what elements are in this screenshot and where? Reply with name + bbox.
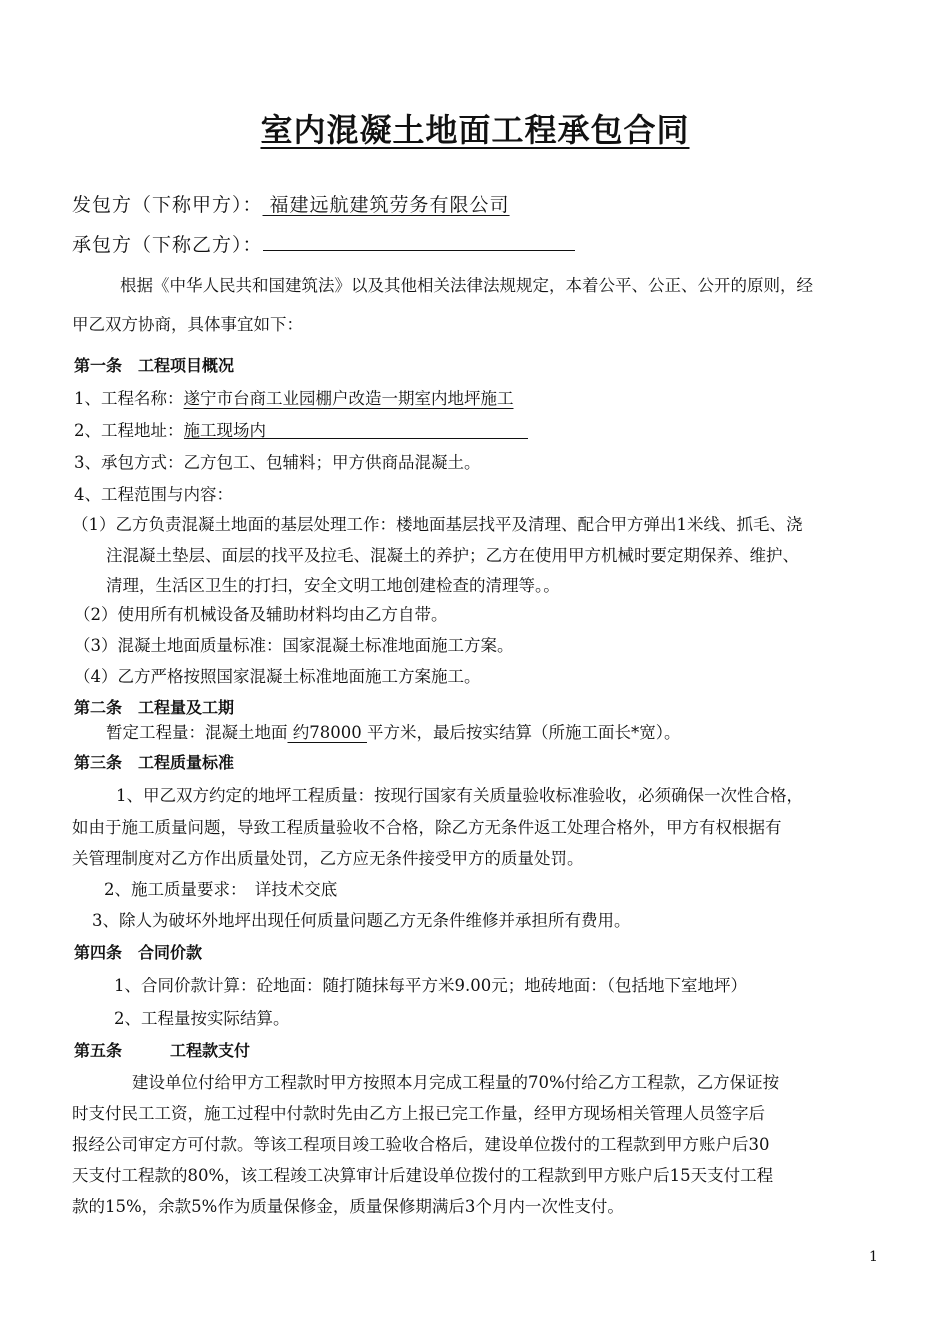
payment-line-2: 时支付民工工资，施工过程中付款时先由乙方上报已完工作量，经甲方现场相关管理人员签字后 (72, 1104, 765, 1123)
quantity-line: 暂定工程量：混凝土地面 约78000 平方米，最后按实结算（所施工面长*宽）。 (106, 723, 681, 742)
quality-p1-line-2: 如由于施工质量问题，导致工程质量验收不合格，除乙方无条件返工处理合格外，甲方有权根据有 (72, 818, 782, 837)
quality-p2: 2、施工质量要求： 详技术交底 (104, 880, 338, 899)
article3-heading: 第三条 工程质量标准 (74, 753, 235, 772)
scope-item-3: （3）混凝土地面质量标准：国家混凝土标准地面施工方案。 (74, 636, 514, 655)
party-b-blank (263, 232, 575, 251)
article5-heading: 第五条 工程款支付 (74, 1041, 251, 1060)
quality-p3: 3、除人为破坏外地坪出现任何质量问题乙方无条件维修并承担所有费用。 (92, 911, 631, 930)
scope-item-4: （4）乙方严格按照国家混凝土标准地面施工方案施工。 (74, 667, 481, 686)
payment-line-5: 款的15%，余款5%作为质量保修金，质量保修期满后3个月内一次性支付。 (72, 1197, 624, 1216)
page-number: 1 (869, 1249, 878, 1265)
scope-item-2: （2）使用所有机械设备及辅助材料均由乙方自带。 (74, 605, 448, 624)
quality-p1-line-1: 1、甲乙双方约定的地坪工程质量：按现行国家有关质量验收标准验收，必须确保一次性合格， (116, 786, 803, 805)
party-a-line (72, 192, 510, 218)
article1-heading: 第一条 工程项目概况 (74, 356, 235, 375)
quality-p1-line-3: 关管理制度对乙方作出质量处罚，乙方应无条件接受甲方的质量处罚。 (72, 849, 584, 868)
scope-heading: 4、工程范围与内容： (74, 485, 233, 504)
contract-mode: 3、承包方式：乙方包工、包辅料；甲方供商品混凝土。 (74, 453, 481, 472)
price-p1: 1、合同价款计算：砼地面：随打随抹每平方米9.00元；地砖地面：（包括地下室地坪） (114, 976, 747, 995)
scope-item-1-line-2: 注混凝土垫层、面层的找平及拉毛、混凝土的养护；乙方在使用甲方机械时要定期保养、维护、 (106, 546, 799, 565)
project-address: 2、工程地址：施工现场内 (74, 420, 528, 442)
payment-line-3: 报经公司审定方可付款。等该工程项目竣工验收合格后，建设单位拨付的工程款到甲方账户后30 (72, 1135, 770, 1154)
scope-item-1-line-1: （1）乙方负责混凝土地面的基层处理工作：楼地面基层找平及清理、配合甲方弹出1米线、抓毛、浇 (72, 515, 803, 534)
party-b-label: 承包方（下称乙方）： (72, 234, 263, 256)
party-a-value: 福建远航建筑劳务有限公司 (262, 194, 510, 216)
price-p2: 2、工程量按实际结算。 (114, 1009, 290, 1028)
article4-heading: 第四条 合同价款 (74, 943, 203, 962)
project-name-value: 遂宁市台商工业园棚户改造一期室内地坪施工 (183, 389, 514, 408)
project-name: 1、工程名称：遂宁市台商工业园棚户改造一期室内地坪施工 (74, 389, 514, 408)
article2-heading: 第二条 工程量及工期 (74, 698, 235, 717)
payment-line-1: 建设单位付给甲方工程款时甲方按照本月完成工程量的70%付给乙方工程款，乙方保证按 (132, 1073, 780, 1092)
document-title: 室内混凝土地面工程承包合同 (260, 111, 690, 149)
party-a-label: 发包方（下称甲方）： (72, 194, 263, 216)
intro-line-1: 根据《中华人民共和国建筑法》以及其他相关法律法规规定，本着公平、公正、公开的原则，经 (120, 276, 813, 295)
intro-line-2: 甲乙双方协商，具体事宜如下： (72, 315, 303, 334)
project-address-value: 施工现场内 (184, 420, 528, 439)
quantity-value: 约78000 (287, 723, 367, 742)
scope-item-1-line-3: 清理，生活区卫生的打扫，安全文明工地创建检查的清理等。。 (106, 576, 560, 595)
party-b-line (72, 232, 575, 258)
payment-line-4: 天支付工程款的80%，该工程竣工决算审计后建设单位拨付的工程款到甲方账户后15天支付工程 (72, 1166, 774, 1185)
